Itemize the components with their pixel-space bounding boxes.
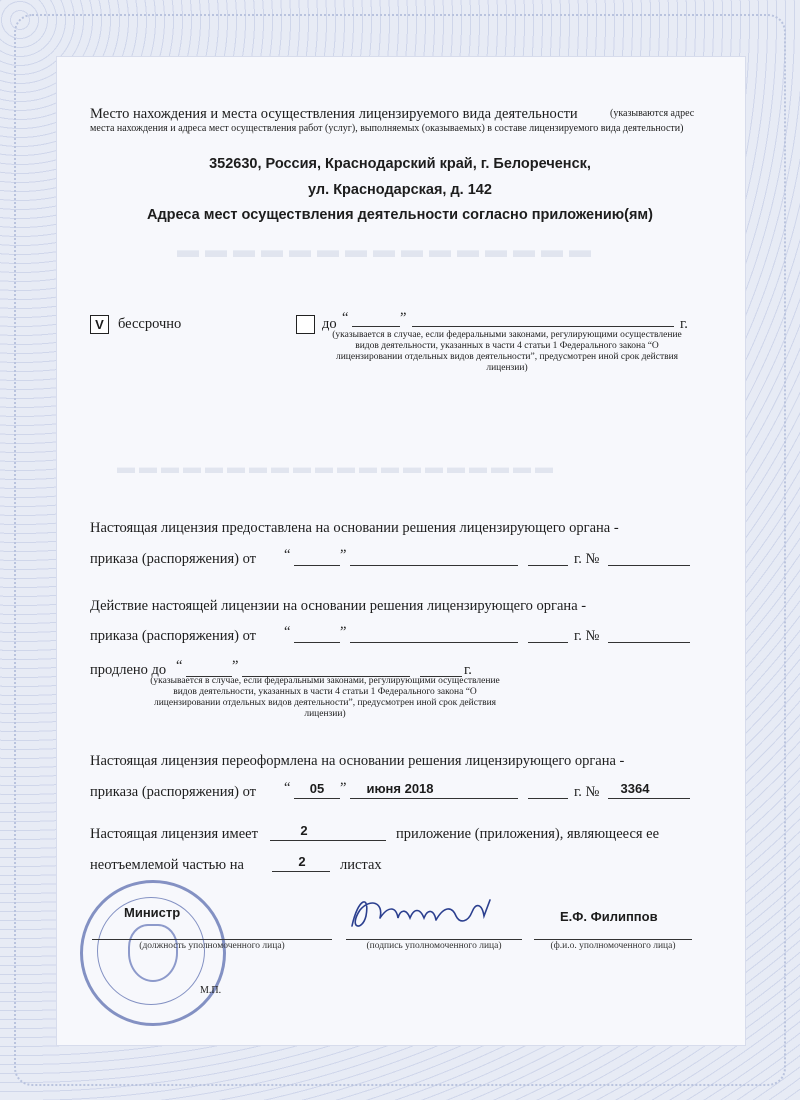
- reissued-open-quote: “: [284, 780, 291, 796]
- reissued-close-quote: ”: [340, 780, 347, 796]
- until-open-quote: “: [342, 310, 349, 326]
- granted-line: Настоящая лицензия предоставлена на основании решения лицензирующего органа -: [90, 520, 619, 536]
- until-month-field[interactable]: [412, 326, 674, 327]
- reissued-year-field[interactable]: [528, 798, 568, 799]
- signature-caption: (подпись уполномоченного лица): [366, 941, 502, 951]
- until-label: до: [322, 316, 337, 332]
- unlimited-checkbox[interactable]: V: [90, 315, 109, 334]
- granted-number-field[interactable]: [608, 565, 690, 566]
- location-heading: Место нахождения и места осуществления лицензируемого вида деятельности: [90, 106, 578, 122]
- validity-year-field[interactable]: [528, 642, 568, 643]
- until-close-quote: ”: [400, 310, 407, 326]
- reissued-number-field[interactable]: [608, 798, 690, 799]
- granted-close-quote: ”: [340, 547, 347, 563]
- coat-of-arms-icon: [128, 924, 178, 982]
- official-seal: [80, 880, 226, 1026]
- reissued-day-field[interactable]: [294, 798, 340, 799]
- address-line-3: Адреса мест осуществления деятельности согласно приложению(ям): [147, 207, 653, 223]
- validity-number-field[interactable]: [608, 642, 690, 643]
- appendix-line1-start: Настоящая лицензия имеет: [90, 826, 258, 842]
- address-line-2: ул. Краснодарская, д. 142: [308, 182, 492, 198]
- appendix-count-value: 2: [300, 823, 308, 838]
- signer-name: Е.Ф. Филиппов: [560, 909, 658, 924]
- appendix-sheets-field[interactable]: [272, 871, 330, 872]
- until-year-label: г.: [680, 316, 688, 332]
- granted-number-label: г. №: [574, 551, 600, 567]
- validity-number-label: г. №: [574, 628, 600, 644]
- extended-note: (указывается в случае, если федеральными законами, регулирующими осуществление видов деятельности, указанных в части 4 статьи 1 Федерального закона “О лицензировании отдельных видов деятельности”, предусмотрен иной срок действия лицензии): [150, 676, 500, 719]
- signature-line: [346, 939, 522, 940]
- appendix-count-field[interactable]: [270, 840, 386, 841]
- appendix-line2-end: листах: [340, 857, 382, 873]
- watermark-band: ▬▬▬▬▬▬▬▬▬▬▬▬▬▬▬▬▬▬▬▬: [117, 457, 557, 477]
- position-caption: (должность уполномоченного лица): [139, 941, 285, 951]
- seal-place-label: М.П.: [200, 985, 222, 996]
- signer-position: Министр: [124, 905, 181, 920]
- reissued-order-label: приказа (распоряжения) от: [90, 784, 256, 800]
- reissued-line: Настоящая лицензия переоформлена на основании решения лицензирующего органа -: [90, 753, 625, 769]
- name-caption: (ф.и.о. уполномоченного лица): [550, 941, 676, 951]
- appendix-line1-end: приложение (приложения), являющееся ее: [396, 826, 660, 842]
- validity-order-label: приказа (распоряжения) от: [90, 628, 256, 644]
- granted-year-field[interactable]: [528, 565, 568, 566]
- validity-line: Действие настоящей лицензии на основании решения лицензирующего органа -: [90, 598, 587, 614]
- reissued-month-field[interactable]: [350, 798, 518, 799]
- name-line: [534, 939, 692, 940]
- validity-month-field[interactable]: [350, 642, 518, 643]
- validity-open-quote: “: [284, 624, 291, 640]
- granted-month-field[interactable]: [350, 565, 518, 566]
- extended-year-label: г.: [464, 662, 472, 678]
- appendix-sheets-value: 2: [298, 854, 306, 869]
- reissued-number-label: г. №: [574, 784, 600, 800]
- granted-day-field[interactable]: [294, 565, 340, 566]
- reissued-month-value: июня 2018: [366, 781, 434, 796]
- reissued-number-value: 3364: [620, 781, 650, 796]
- extended-close-quote: ”: [232, 658, 239, 674]
- until-checkbox[interactable]: [296, 315, 315, 334]
- until-day-field[interactable]: [352, 326, 400, 327]
- extended-open-quote: “: [176, 658, 183, 674]
- unlimited-label: бессрочно: [118, 316, 182, 332]
- watermark-band: ▬▬▬▬▬▬▬▬▬▬▬▬▬▬▬: [177, 237, 597, 262]
- until-note: (указывается в случае, если федеральными законами, регулирующими осуществление видов деятельности, указанных в части 4 статьи 1 Федерального закона “О лицензировании отдельных видов деятельности”, предусмотрен иной срок действия лицензии): [332, 330, 682, 373]
- granted-open-quote: “: [284, 547, 291, 563]
- extended-label: продлено до: [90, 662, 167, 678]
- position-line: [92, 939, 332, 940]
- appendix-line2-start: неотъемлемой частью на: [90, 857, 244, 873]
- location-note: (указываются адрес места нахождения и адреса мест осуществления работ (услуг), выполняемых (оказываемых) в составе лицензируемого вида деятельности): [90, 108, 695, 134]
- validity-close-quote: ”: [340, 624, 347, 640]
- address-line-1: 352630, Россия, Краснодарский край, г. Белореченск,: [209, 156, 591, 172]
- reissued-day-value: 05: [309, 781, 325, 796]
- validity-day-field[interactable]: [294, 642, 340, 643]
- handwritten-signature: [340, 888, 500, 938]
- granted-order-label: приказа (распоряжения) от: [90, 551, 256, 567]
